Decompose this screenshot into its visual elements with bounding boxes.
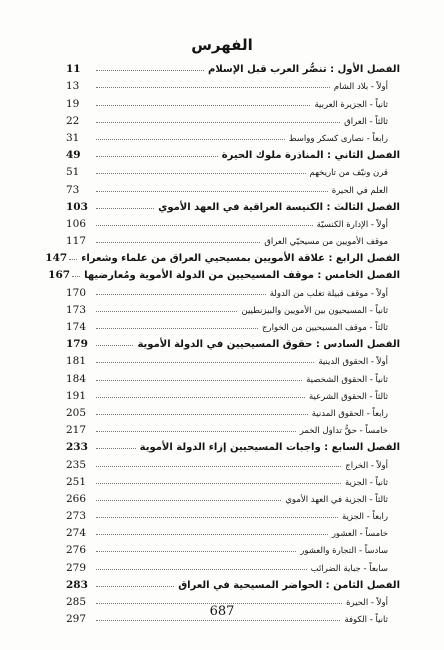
toc-entry-page: 174	[66, 321, 87, 333]
toc-section-entry	[66, 419, 400, 436]
toc-entry-page: 297	[66, 613, 87, 626]
toc-entry-title: الفصل الثامن : الحواضر المسيحية في العراق	[178, 579, 400, 591]
toc-entry-page: 184	[66, 372, 87, 385]
toc-entry-page: 266	[66, 492, 87, 505]
toc-entry-page: 179	[66, 338, 88, 351]
toc-entry-page: 13	[66, 80, 80, 93]
toc-section-entry	[66, 316, 400, 333]
toc-entry-page: 51	[66, 166, 80, 179]
dot-leader	[96, 397, 305, 398]
toc-section-entry	[66, 281, 400, 298]
toc-entry-page: 147	[45, 252, 68, 265]
dot-leader	[96, 620, 340, 621]
dot-leader	[96, 191, 328, 192]
toc-section-entry	[66, 161, 400, 178]
toc-section-entry	[66, 230, 400, 247]
toc-entry-title: الفصل الثاني : المناذرة ملوك الحيرة	[221, 150, 400, 162]
toc-entry-title: ثالثاً - الجزية في العهد الأموي	[285, 494, 388, 505]
toc-entry-title: أولاً - الحيرة	[346, 598, 388, 608]
toc-entry-title: الفصل الرابع : علاقة الأمويين بمسيحيي العراق من علماء وشعراء	[81, 253, 400, 265]
toc-section-entry	[66, 75, 400, 92]
toc-entry-title: الفصل الأول : تنصُّر العرب قبل الإسلام	[207, 64, 400, 76]
toc-entry-page: 181	[66, 355, 87, 368]
toc-chapter-entry	[66, 144, 400, 161]
dot-leader	[96, 70, 204, 71]
dot-leader	[96, 483, 341, 484]
page-number: 687	[209, 604, 235, 619]
toc-entry-page: 276	[66, 544, 87, 557]
toc-entry-page: 170	[66, 286, 87, 299]
dot-leader	[69, 259, 77, 260]
dot-leader	[96, 294, 266, 295]
toc-entry-title: ثالثاً - الحقوق الشرعية	[308, 391, 388, 402]
dot-leader	[96, 500, 281, 501]
toc-entry-title: ثانياً - الجزيرة العربية	[314, 99, 388, 110]
toc-section-entry	[66, 505, 400, 522]
dot-leader	[96, 534, 328, 535]
toc-entry-page: 49	[66, 149, 81, 162]
dot-leader	[72, 276, 80, 277]
dot-leader	[96, 466, 341, 467]
toc-section-entry	[66, 92, 400, 109]
toc-entry-page: 106	[66, 217, 87, 230]
toc-entry-title: ثالثاً - موقف المسيحيين من الخوارج	[262, 323, 388, 333]
toc-entry-page: 191	[66, 389, 87, 402]
dot-leader	[96, 448, 136, 449]
dot-leader	[96, 551, 296, 552]
toc-entry-title: أولاً - الحقوق الدينية	[318, 357, 388, 368]
page-title: الفهرس	[191, 36, 253, 54]
toc-entry-title: ثالثاً - العراق	[344, 116, 388, 127]
dot-leader	[96, 87, 330, 88]
toc-chapter-entry	[45, 247, 400, 265]
dot-leader	[96, 414, 308, 415]
toc-section-entry	[66, 178, 400, 195]
table-of-contents	[45, 58, 400, 626]
dot-leader	[96, 156, 218, 157]
toc-entry-page: 117	[66, 235, 87, 248]
toc-section-entry	[66, 556, 400, 573]
toc-entry-title: الفصل الخامس : موقف المسيحيين من الدولة الأموية ومُعارضيها	[84, 270, 400, 282]
toc-entry-page: 274	[66, 527, 87, 540]
toc-entry-page: 11	[66, 63, 81, 76]
dot-leader	[96, 173, 306, 174]
dot-leader	[96, 139, 285, 140]
toc-chapter-entry	[66, 58, 400, 75]
toc-section-entry	[66, 471, 400, 488]
toc-section-entry	[66, 453, 400, 470]
toc-entry-title: رابعاً - نصارى كسكر وواسط	[288, 133, 388, 144]
toc-section-entry	[66, 350, 400, 367]
dot-leader	[96, 517, 338, 518]
toc-section-entry	[66, 110, 400, 127]
toc-section-entry	[66, 367, 400, 384]
toc-entry-title: رابعاً - الجزية	[341, 512, 388, 523]
toc-entry-title: خامساً - حقُّ تداول الخمر	[299, 426, 388, 437]
dot-leader	[96, 208, 154, 209]
dot-leader	[96, 225, 313, 226]
toc-section-entry	[66, 127, 400, 144]
toc-entry-title: موقف الأمويين من مسيحيّي العراق	[264, 237, 388, 248]
toc-section-entry	[66, 522, 400, 539]
dot-leader	[96, 380, 302, 381]
toc-section-entry	[66, 299, 400, 316]
toc-entry-title: ثانياً - المسيحيون بين الأمويين والبيزنطيين	[241, 305, 388, 316]
toc-entry-title: الفصل السابع : واجبات المسيحيين إزاء الدولة الأموية	[139, 442, 400, 454]
toc-entry-page: 233	[66, 441, 88, 454]
dot-leader	[96, 105, 310, 106]
toc-entry-title: أولاً - الخراج	[345, 460, 388, 471]
toc-entry-title: أولاً - بلاد الشام	[333, 82, 388, 93]
toc-entry-page: 167	[48, 269, 71, 282]
toc-entry-page: 19	[66, 97, 80, 110]
toc-entry-page: 22	[66, 114, 80, 127]
dot-leader	[96, 569, 307, 570]
dot-leader	[96, 345, 133, 346]
toc-chapter-entry	[48, 264, 400, 282]
toc-chapter-entry	[66, 333, 400, 350]
toc-section-entry	[66, 385, 400, 402]
toc-section-entry	[66, 488, 400, 505]
toc-entry-title: العلم في الحيرة	[331, 185, 388, 196]
toc-entry-page: 283	[66, 578, 88, 591]
toc-chapter-entry	[66, 574, 400, 591]
dot-leader	[96, 122, 340, 123]
toc-entry-title: سابعاً - جباية الضرائب	[310, 563, 388, 574]
toc-entry-page: 217	[66, 424, 87, 437]
toc-entry-title: الفصل الثالث : الكنيسة العراقية في العهد الأموي	[158, 201, 400, 213]
dot-leader	[96, 362, 314, 363]
toc-entry-title: رابعاً - الحقوق المدنية	[311, 408, 388, 419]
toc-entry-title: أولاً - موقف قبيلة تغلب من الدولة	[269, 288, 388, 299]
toc-entry-page: 251	[66, 475, 87, 488]
toc-entry-page: 173	[66, 303, 87, 316]
dot-leader	[96, 328, 258, 329]
toc-entry-page: 235	[66, 458, 87, 471]
toc-entry-page: 205	[66, 406, 87, 419]
toc-entry-title: سادساً - التجارة والعشور	[300, 546, 388, 557]
toc-entry-page: 273	[66, 510, 87, 523]
toc-entry-page: 279	[66, 561, 87, 574]
toc-entry-page: 285	[66, 596, 87, 608]
toc-section-entry	[66, 539, 400, 556]
toc-entry-title: أولاً - الإدارة الكنسيّة	[316, 219, 388, 230]
toc-section-entry	[66, 213, 400, 230]
toc-entry-page: 103	[66, 200, 88, 213]
toc-entry-page: 73	[66, 183, 80, 196]
dot-leader	[96, 586, 174, 587]
toc-entry-title: ثانياً - الجزية	[345, 477, 388, 488]
dot-leader	[96, 431, 296, 432]
toc-chapter-entry	[66, 196, 400, 213]
toc-entry-title: ثانياً - الكوفة	[344, 615, 388, 626]
toc-entry-title: قرن ونيّف من تاريخهم	[309, 168, 388, 179]
toc-entry-title: ثانياً - الحقوق الشخصية	[306, 374, 388, 385]
toc-entry-page: 31	[66, 131, 80, 144]
toc-entry-title: الفصل السادس : حقوق المسيحيين في الدولة الأموية	[137, 339, 400, 351]
toc-entry-title: خامساً - العشور	[331, 529, 388, 540]
dot-leader	[96, 242, 260, 243]
toc-chapter-entry	[66, 436, 400, 453]
dot-leader	[96, 311, 237, 312]
toc-section-entry	[66, 402, 400, 419]
